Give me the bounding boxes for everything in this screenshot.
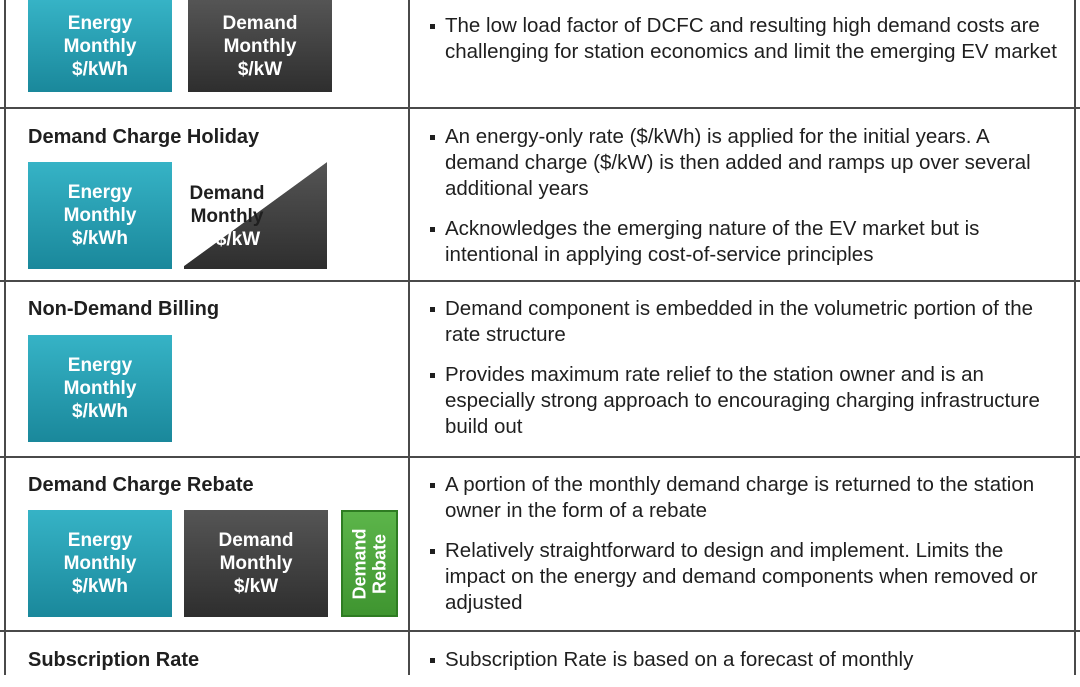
- row-divider: [0, 107, 1080, 109]
- bullet-item: The low load factor of DCFC and resulting high demand costs are challenging for station economics and limit the emerging EV market: [428, 13, 1068, 65]
- rate-design-title: Non-Demand Billing: [28, 298, 220, 320]
- bullet-item: A portion of the monthly demand charge is returned to the station owner in the form of a rebate: [428, 472, 1068, 524]
- bullet-item: Acknowledges the emerging nature of the EV market but is intentional in applying cost-of-service principles: [428, 216, 1068, 268]
- energy-monthly-box: Energy Monthly $/kWh: [28, 162, 172, 269]
- bullet-list: [428, 13, 1068, 79]
- bullet-item: Subscription Rate is based on a forecast of monthly: [428, 647, 1068, 673]
- demand-ramp-label: Demand Monthly $/kW: [189, 183, 265, 250]
- energy-monthly-box: Energy Monthly $/kWh: [28, 335, 172, 442]
- bullet-list: [428, 647, 1068, 687]
- demand-monthly-box: Demand Monthly $/kW: [188, 0, 332, 92]
- bullet-item: Provides maximum rate relief to the station owner and is an especially strong approach to encouraging charging infrastructure build out: [428, 362, 1068, 440]
- bullet-list: [428, 124, 1068, 282]
- rate-design-title: Demand Charge Holiday: [28, 126, 260, 148]
- rate-design-title: Demand Charge Rebate: [28, 474, 254, 496]
- demand-monthly-box: Demand Monthly $/kW: [184, 510, 328, 617]
- energy-monthly-box: Energy Monthly $/kWh: [28, 510, 172, 617]
- bullet-item: Relatively straightforward to design and implement. Limits the impact on the energy and demand components when removed or adjusted: [428, 538, 1068, 616]
- table-border-left: [4, 0, 6, 675]
- demand-rebate-box: Demand Rebate: [341, 510, 398, 617]
- bullet-item: An energy-only rate ($/kWh) is applied for the initial years. A demand charge ($/kW) is then added and ramps up over several additional years: [428, 124, 1068, 202]
- table-border-right: [1074, 0, 1076, 675]
- bullet-list: [428, 472, 1068, 630]
- table-divider-column: [408, 0, 410, 675]
- bullet-list: [428, 296, 1068, 454]
- energy-monthly-box: Energy Monthly $/kWh: [28, 0, 172, 92]
- rate-design-title: Subscription Rate: [28, 649, 200, 671]
- row-divider: [0, 456, 1080, 458]
- bullet-item: Demand component is embedded in the volumetric portion of the rate structure: [428, 296, 1068, 348]
- row-divider: [0, 630, 1080, 632]
